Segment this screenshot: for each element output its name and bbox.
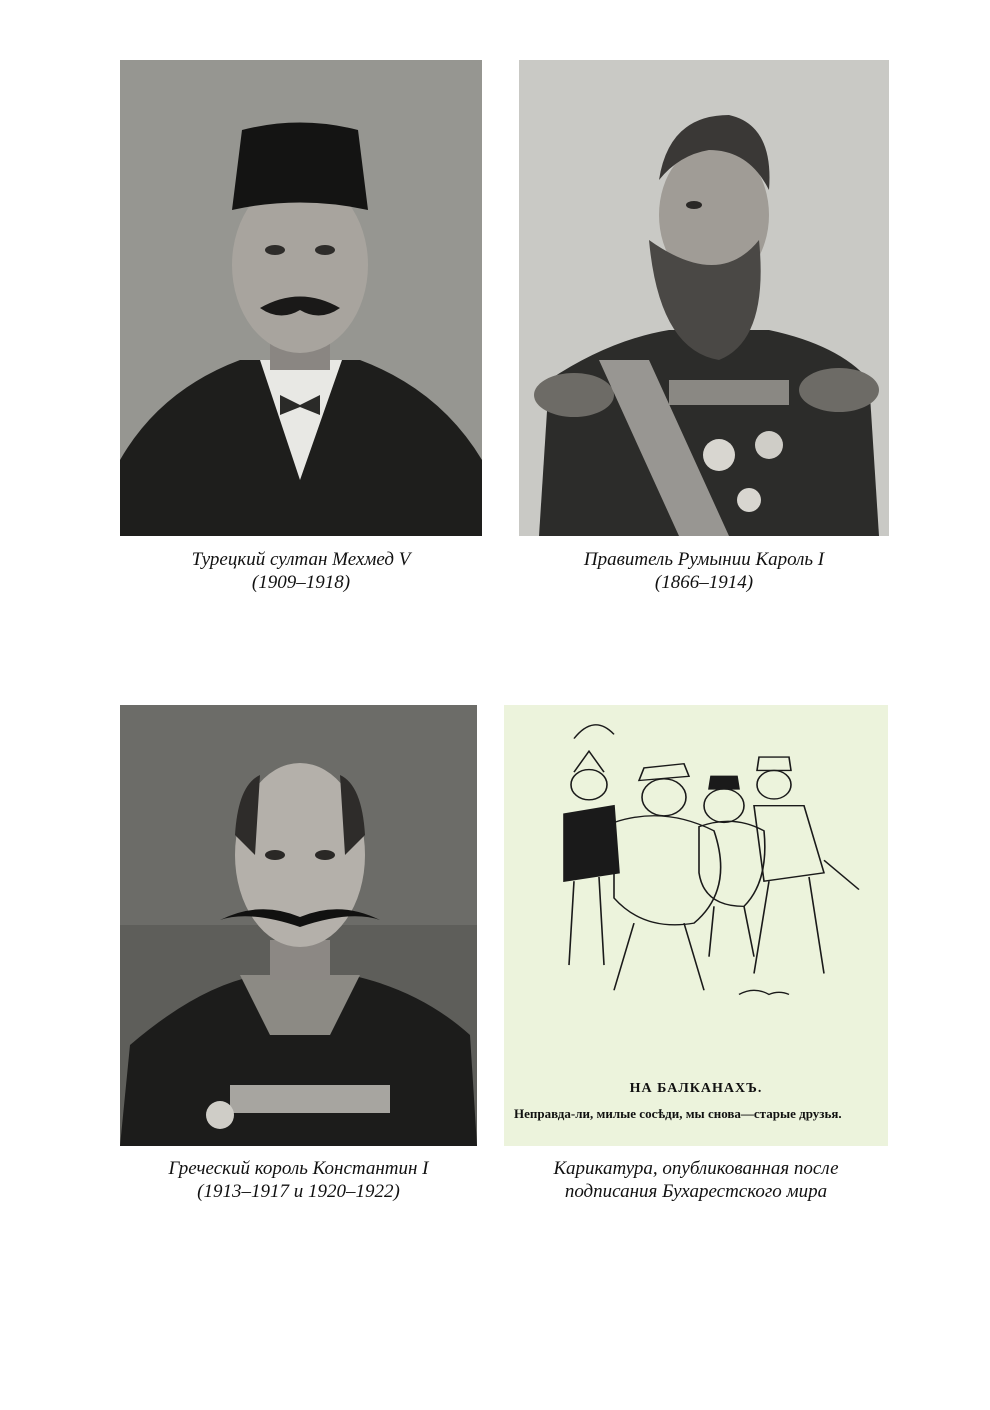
- caption-line: Карикатура, опубликованная после: [553, 1158, 839, 1179]
- caption-line: Правитель Румынии Кароль I: [583, 549, 825, 570]
- cartoon-drawing: [504, 705, 888, 1146]
- cartoon-text: Неправда-ли, милые сосѣди, мы снова—старые друзья.: [514, 1106, 842, 1121]
- caption-line-2: подписания Бухарестского мира: [564, 1181, 828, 1202]
- caption-constantine: [100, 1157, 497, 1203]
- caption-dates: (1909–1918): [251, 572, 351, 593]
- portrait-photo-constantine: [120, 705, 477, 1146]
- caption-line: Греческий король Константин I: [168, 1158, 429, 1179]
- caption-line: Турецкий султан Мехмед V: [191, 549, 411, 570]
- caption-dates: (1913–1917 и 1920–1922): [197, 1181, 400, 1202]
- caption-cartoon: [494, 1157, 898, 1203]
- caption-dates: (1866–1914): [654, 572, 754, 593]
- portrait-photo-carol: [519, 60, 889, 536]
- caption-mehmed: [120, 548, 482, 594]
- caption-carol: [510, 548, 898, 594]
- portrait-photo-mehmed: [120, 60, 482, 536]
- cartoon-title: НА БАЛКАНАХЪ.: [629, 1081, 763, 1096]
